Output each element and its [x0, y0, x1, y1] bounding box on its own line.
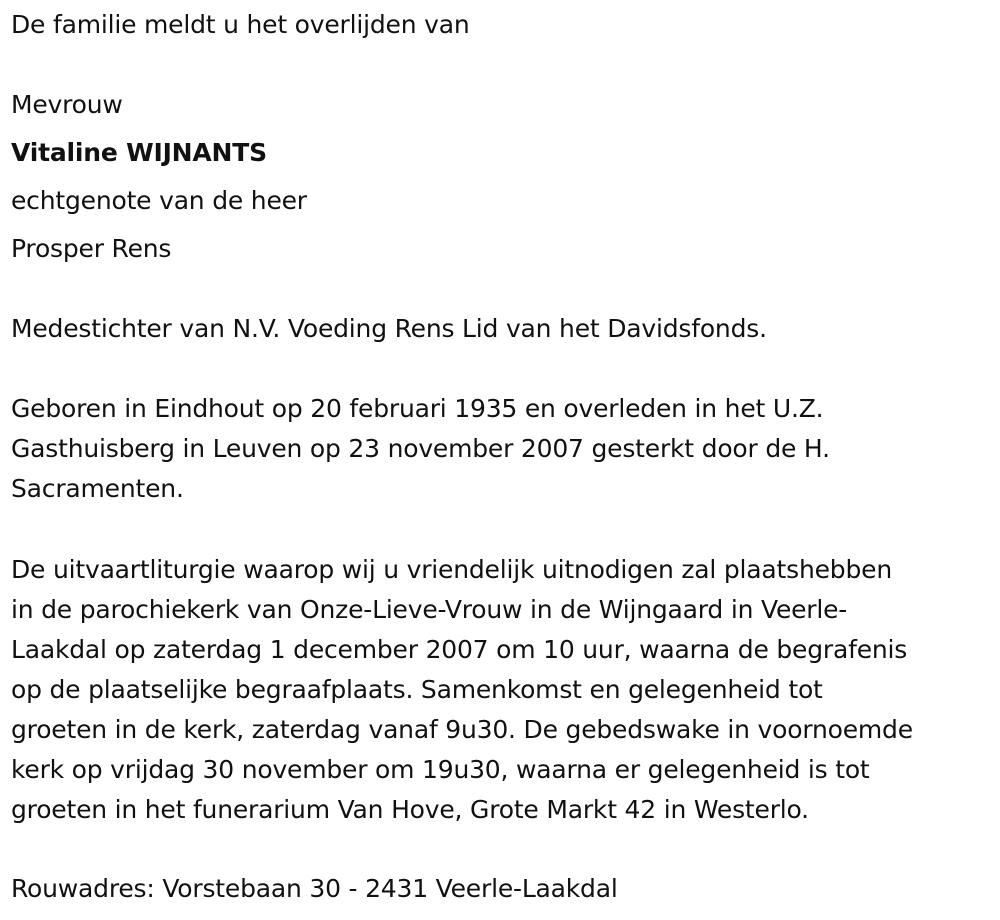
- paragraph-line: op de plaatselijke begraafplaats. Samenkomst en gelegenheid tot: [11, 675, 823, 704]
- paragraph-line: Geboren in Eindhout op 20 februari 1935 en overleden in het U.Z.: [11, 394, 824, 423]
- affiliation-text: Medestichter van N.V. Voeding Rens Lid van het Davidsfonds.: [11, 314, 767, 343]
- spouse-name: Prosper Rens: [11, 234, 172, 263]
- relation-text: echtgenote van de heer: [11, 186, 307, 215]
- mourning-address: Rouwadres: Vorstebaan 30 - 2431 Veerle-Laakdal: [11, 874, 618, 903]
- paragraph-line: groeten in het funerarium Van Hove, Grote Markt 42 in Westerlo.: [11, 795, 809, 824]
- paragraph-line: in de parochiekerk van Onze-Lieve-Vrouw in de Wijngaard in Veerle-: [11, 595, 848, 624]
- deceased-name: Vitaline WIJNANTS: [11, 138, 267, 167]
- paragraph-line: Gasthuisberg in Leuven op 23 november 2007 gesterkt door de H.: [11, 434, 830, 463]
- intro-text: De familie meldt u het overlijden van: [11, 10, 470, 39]
- paragraph-line: groeten in de kerk, zaterdag vanaf 9u30. De gebedswake in voornoemde: [11, 715, 913, 744]
- paragraph-line: Laakdal op zaterdag 1 december 2007 om 10 uur, waarna de begrafenis: [11, 635, 908, 664]
- birth-death-paragraph: [11, 389, 991, 509]
- funeral-paragraph: [11, 550, 991, 830]
- honorific: Mevrouw: [11, 90, 123, 119]
- paragraph-line: kerk op vrijdag 30 november om 19u30, waarna er gelegenheid is tot: [11, 755, 870, 784]
- paragraph-line: Sacramenten.: [11, 474, 184, 503]
- paragraph-line: De uitvaartliturgie waarop wij u vriendelijk uitnodigen zal plaatshebben: [11, 555, 892, 584]
